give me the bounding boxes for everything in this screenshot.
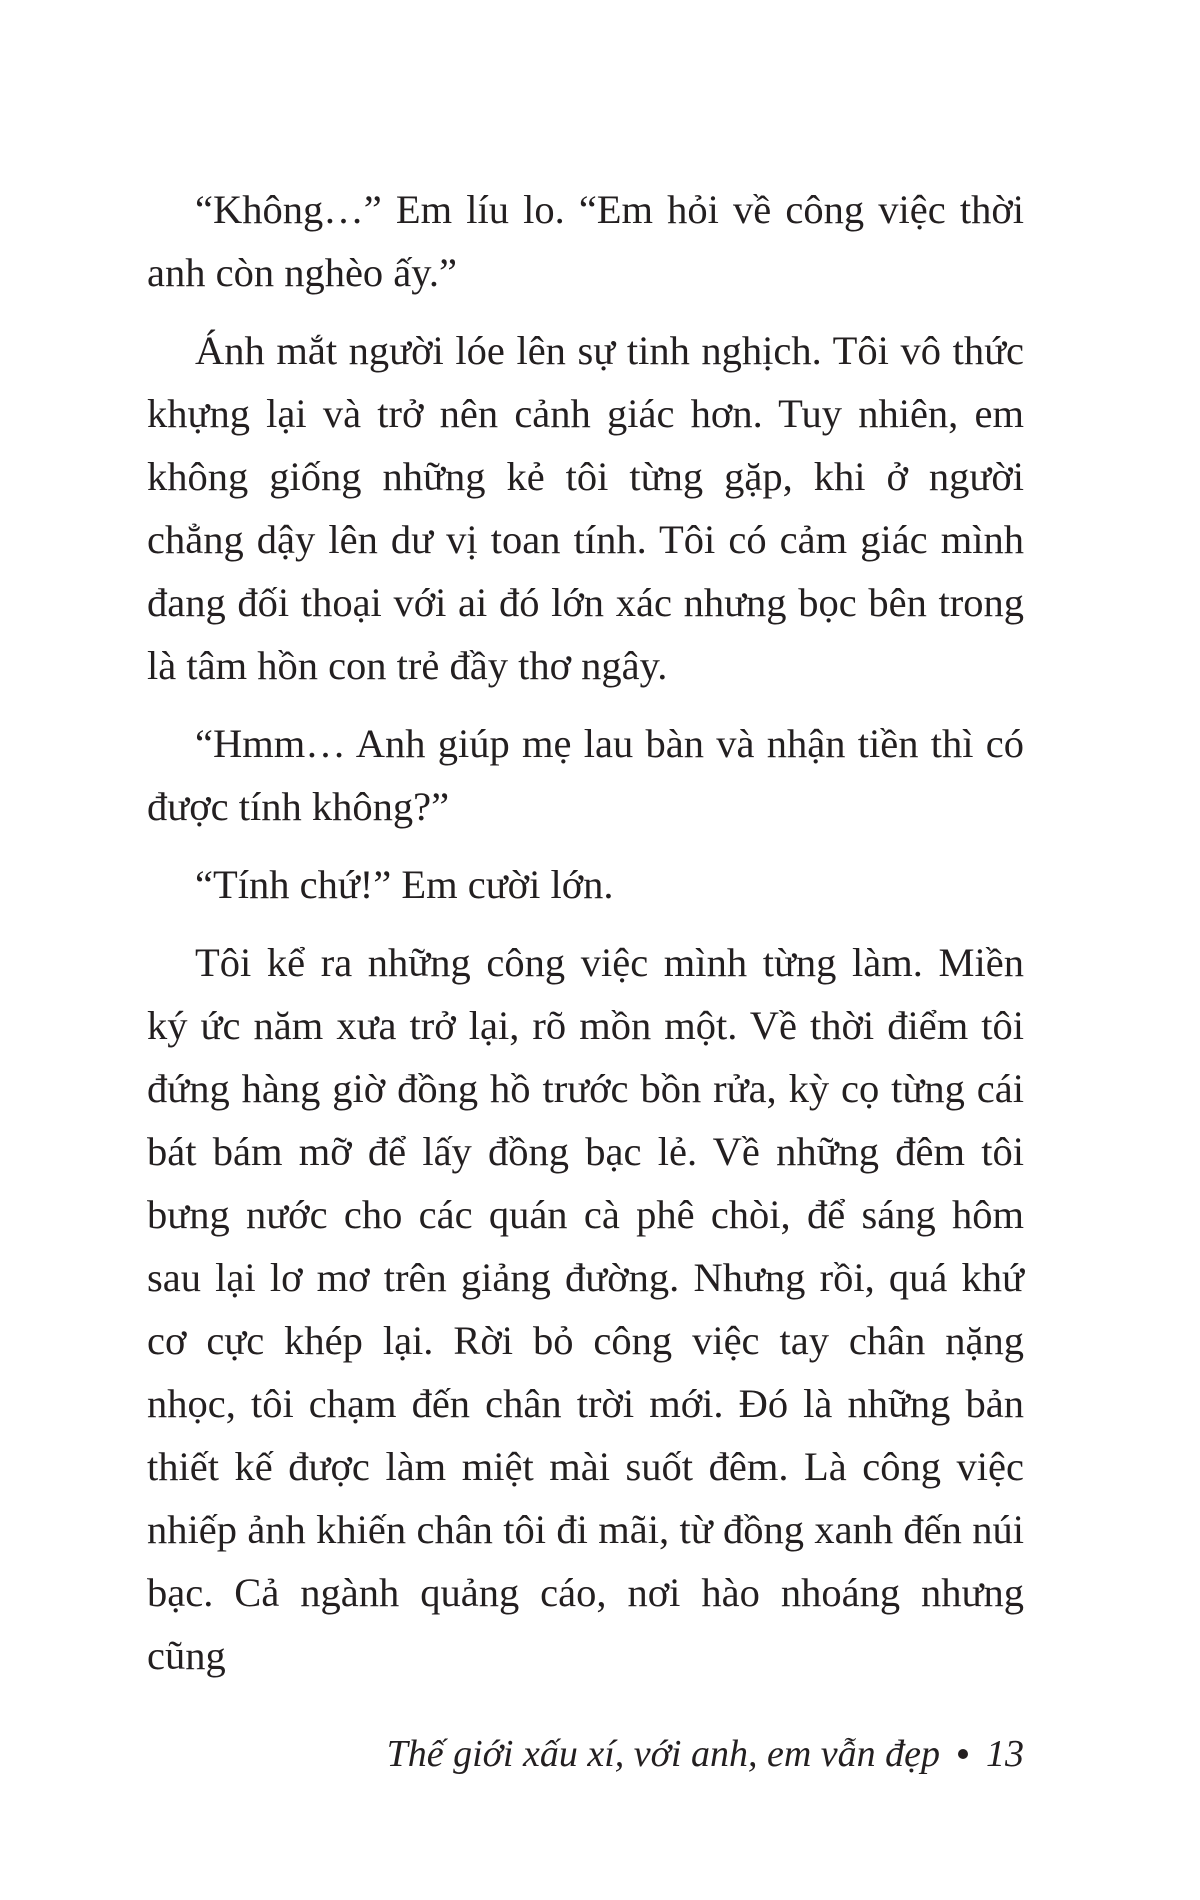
paragraph-5: Tôi kể ra những công việc mình từng làm. Miền ký ức năm xưa trở lại, rõ mồn một. Về thời điểm tôi đứng hàng giờ đồng hồ trước bồn rửa, kỳ cọ từng cái bát bám mỡ để lấy đồng bạc lẻ. Về những đêm tôi bưng nước cho các quán cà phê chòi, để sáng hôm sau lại lơ mơ trên giảng đường. Nhưng rồi, quá khứ cơ cực khép lại. Rời bỏ công việc tay chân nặng nhọc, tôi chạm đến chân trời mới. Đó là những bản thiết kế được làm miệt mài suốt đêm. Là công việc nhiếp ảnh khiến chân tôi đi mãi, từ đồng xanh đến núi bạc. Cả ngành quảng cáo, nơi hào nhoáng nhưng cũng bbox=[147, 940, 1024, 1678]
page-number: 13 bbox=[986, 1733, 1024, 1775]
running-footer bbox=[387, 1729, 1024, 1779]
bullet-separator-icon bbox=[958, 1749, 968, 1759]
paragraph-4: “Tính chứ!” Em cười lớn. bbox=[195, 862, 614, 907]
page-body-text bbox=[147, 178, 1024, 1702]
paragraph-2: Ánh mắt người lóe lên sự tinh nghịch. Tôi vô thức khựng lại và trở nên cảnh giác hơn. Tuy nhiên, em không giống những kẻ tôi từng gặp, khi ở người chẳng dậy lên dư vị toan tính. Tôi có cảm giác mình đang đối thoại với ai đó lớn xác nhưng bọc bên trong là tâm hồn con trẻ đầy thơ ngây. bbox=[147, 328, 1024, 688]
paragraph-1: “Không…” Em líu lo. “Em hỏi về công việc thời anh còn nghèo ấy.” bbox=[147, 187, 1024, 295]
paragraph-3: “Hmm… Anh giúp mẹ lau bàn và nhận tiền thì có được tính không?” bbox=[147, 721, 1024, 829]
book-title: Thế giới xấu xí, với anh, em vẫn đẹp bbox=[386, 1733, 940, 1775]
